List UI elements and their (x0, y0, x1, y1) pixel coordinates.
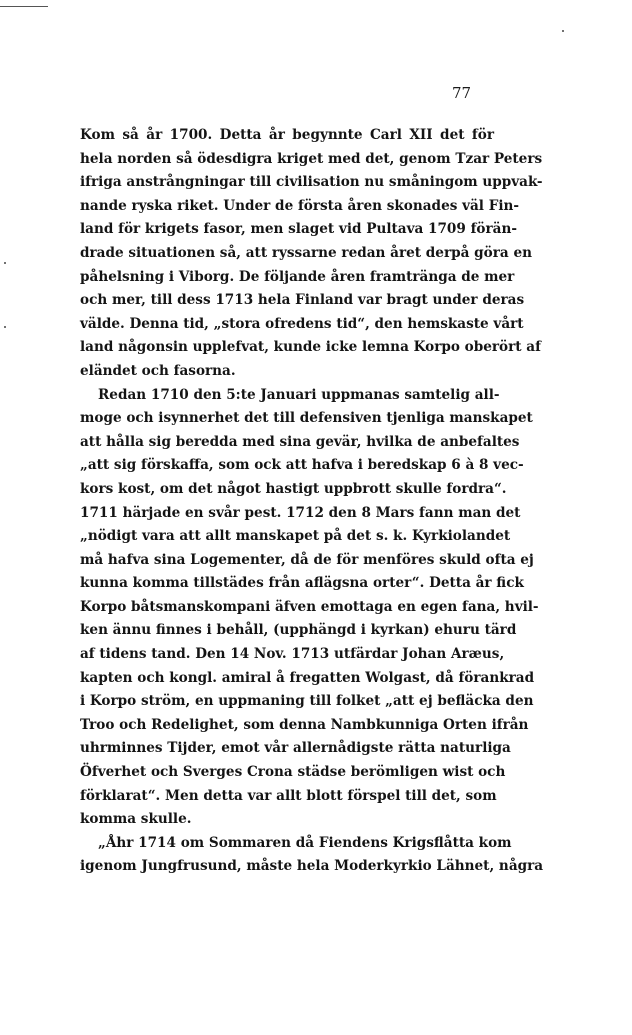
text-line: „nödigt vara att allt manskapet på det s. k. Kyrkiolandet (80, 528, 511, 545)
text-line: ken ännu finnes i behåll, (upphängd i kyrkan) ehuru tärd (80, 622, 517, 639)
text-line: komma skulle. (80, 811, 192, 828)
text-line: uhrminnes Tijder, emot vår allernådigste rätta naturliga (80, 740, 511, 757)
text-line: kunna komma tillstädes från aflägsna orter“. Detta år fick (80, 575, 524, 592)
text-line: „Åhr 1714 om Sommaren då Fiendens Krigsflåtta kom (98, 834, 512, 851)
text-line: af tidens tand. Den 14 Nov. 1713 utfärdar Johan Aræus, (80, 646, 505, 663)
text-line: Troo och Redelighet, som denna Nambkunniga Orten ifrån (80, 716, 529, 733)
text-line: moge och isynnerhet det till defensiven tjenliga manskapet (80, 410, 533, 427)
page-number: 77 (452, 84, 472, 102)
margin-speck (562, 30, 564, 32)
margin-speck (4, 262, 6, 264)
text-line: välde. Denna tid, „stora ofredens tid“, den hemskaste vårt (80, 315, 524, 332)
text-line: drade situationen så, att ryssarne redan året derpå göra en (80, 244, 532, 261)
text-line: Öfverhet och Sverges Crona städse berömligen wist och (80, 764, 506, 781)
text-line: eländet och fasorna. (80, 362, 236, 379)
text-line: att hålla sig beredda med sina gevär, hvilka de anbefaltes (80, 433, 520, 450)
text-line: Redan 1710 den 5:te Januari uppmanas samtelig all- (98, 386, 500, 403)
text-line: hela norden så ödesdigra kriget med det, genom Tzar Peters (80, 150, 543, 167)
margin-speck (4, 326, 6, 328)
text-line: i Korpo ström, en uppmaning till folket „att ej befläcka den (80, 693, 534, 710)
text-line: och mer, till dess 1713 hela Finland var bragt under deras (80, 292, 525, 309)
text-line: förklarat“. Men detta var allt blott förspel till det, som (80, 787, 497, 804)
text-line: nande ryska riket. Under de första åren skonades väl Fin- (80, 197, 520, 214)
top-rule (0, 6, 48, 7)
text-line: Kom så år 1700. Detta år begynnte Carl XII det för (80, 127, 494, 143)
body-text (80, 124, 544, 879)
text-line: Korpo båtsmanskompani äfven emottaga en egen fana, hvil- (80, 598, 539, 615)
text-line: kors kost, om det något hastigt uppbrott skulle fordra“. (80, 480, 507, 497)
text-line: påhelsning i Viborg. De följande åren framtränga de mer (80, 268, 515, 285)
text-line: land någonsin upplefvat, kunde icke lemna Korpo oberört af (80, 339, 541, 356)
text-line: „att sig förskaffa, som ock att hafva i beredskap 6 à 8 vec- (80, 457, 524, 474)
text-line: ifriga anstrångningar till civilisation nu småningom uppvak- (80, 174, 543, 191)
text-line: igenom Jungfrusund, måste hela Moderkyrkio Lähnet, några (80, 858, 544, 875)
text-line: land för krigets fasor, men slaget vid Pultava 1709 förän- (80, 221, 517, 238)
text-line: 1711 härjade en svår pest. 1712 den 8 Mars fann man det (80, 504, 521, 521)
text-line: må hafva sina Logementer, då de för menföres skuld ofta ej (80, 551, 534, 568)
text-line: kapten och kongl. amiral å fregatten Wolgast, då förankrad (80, 669, 535, 686)
